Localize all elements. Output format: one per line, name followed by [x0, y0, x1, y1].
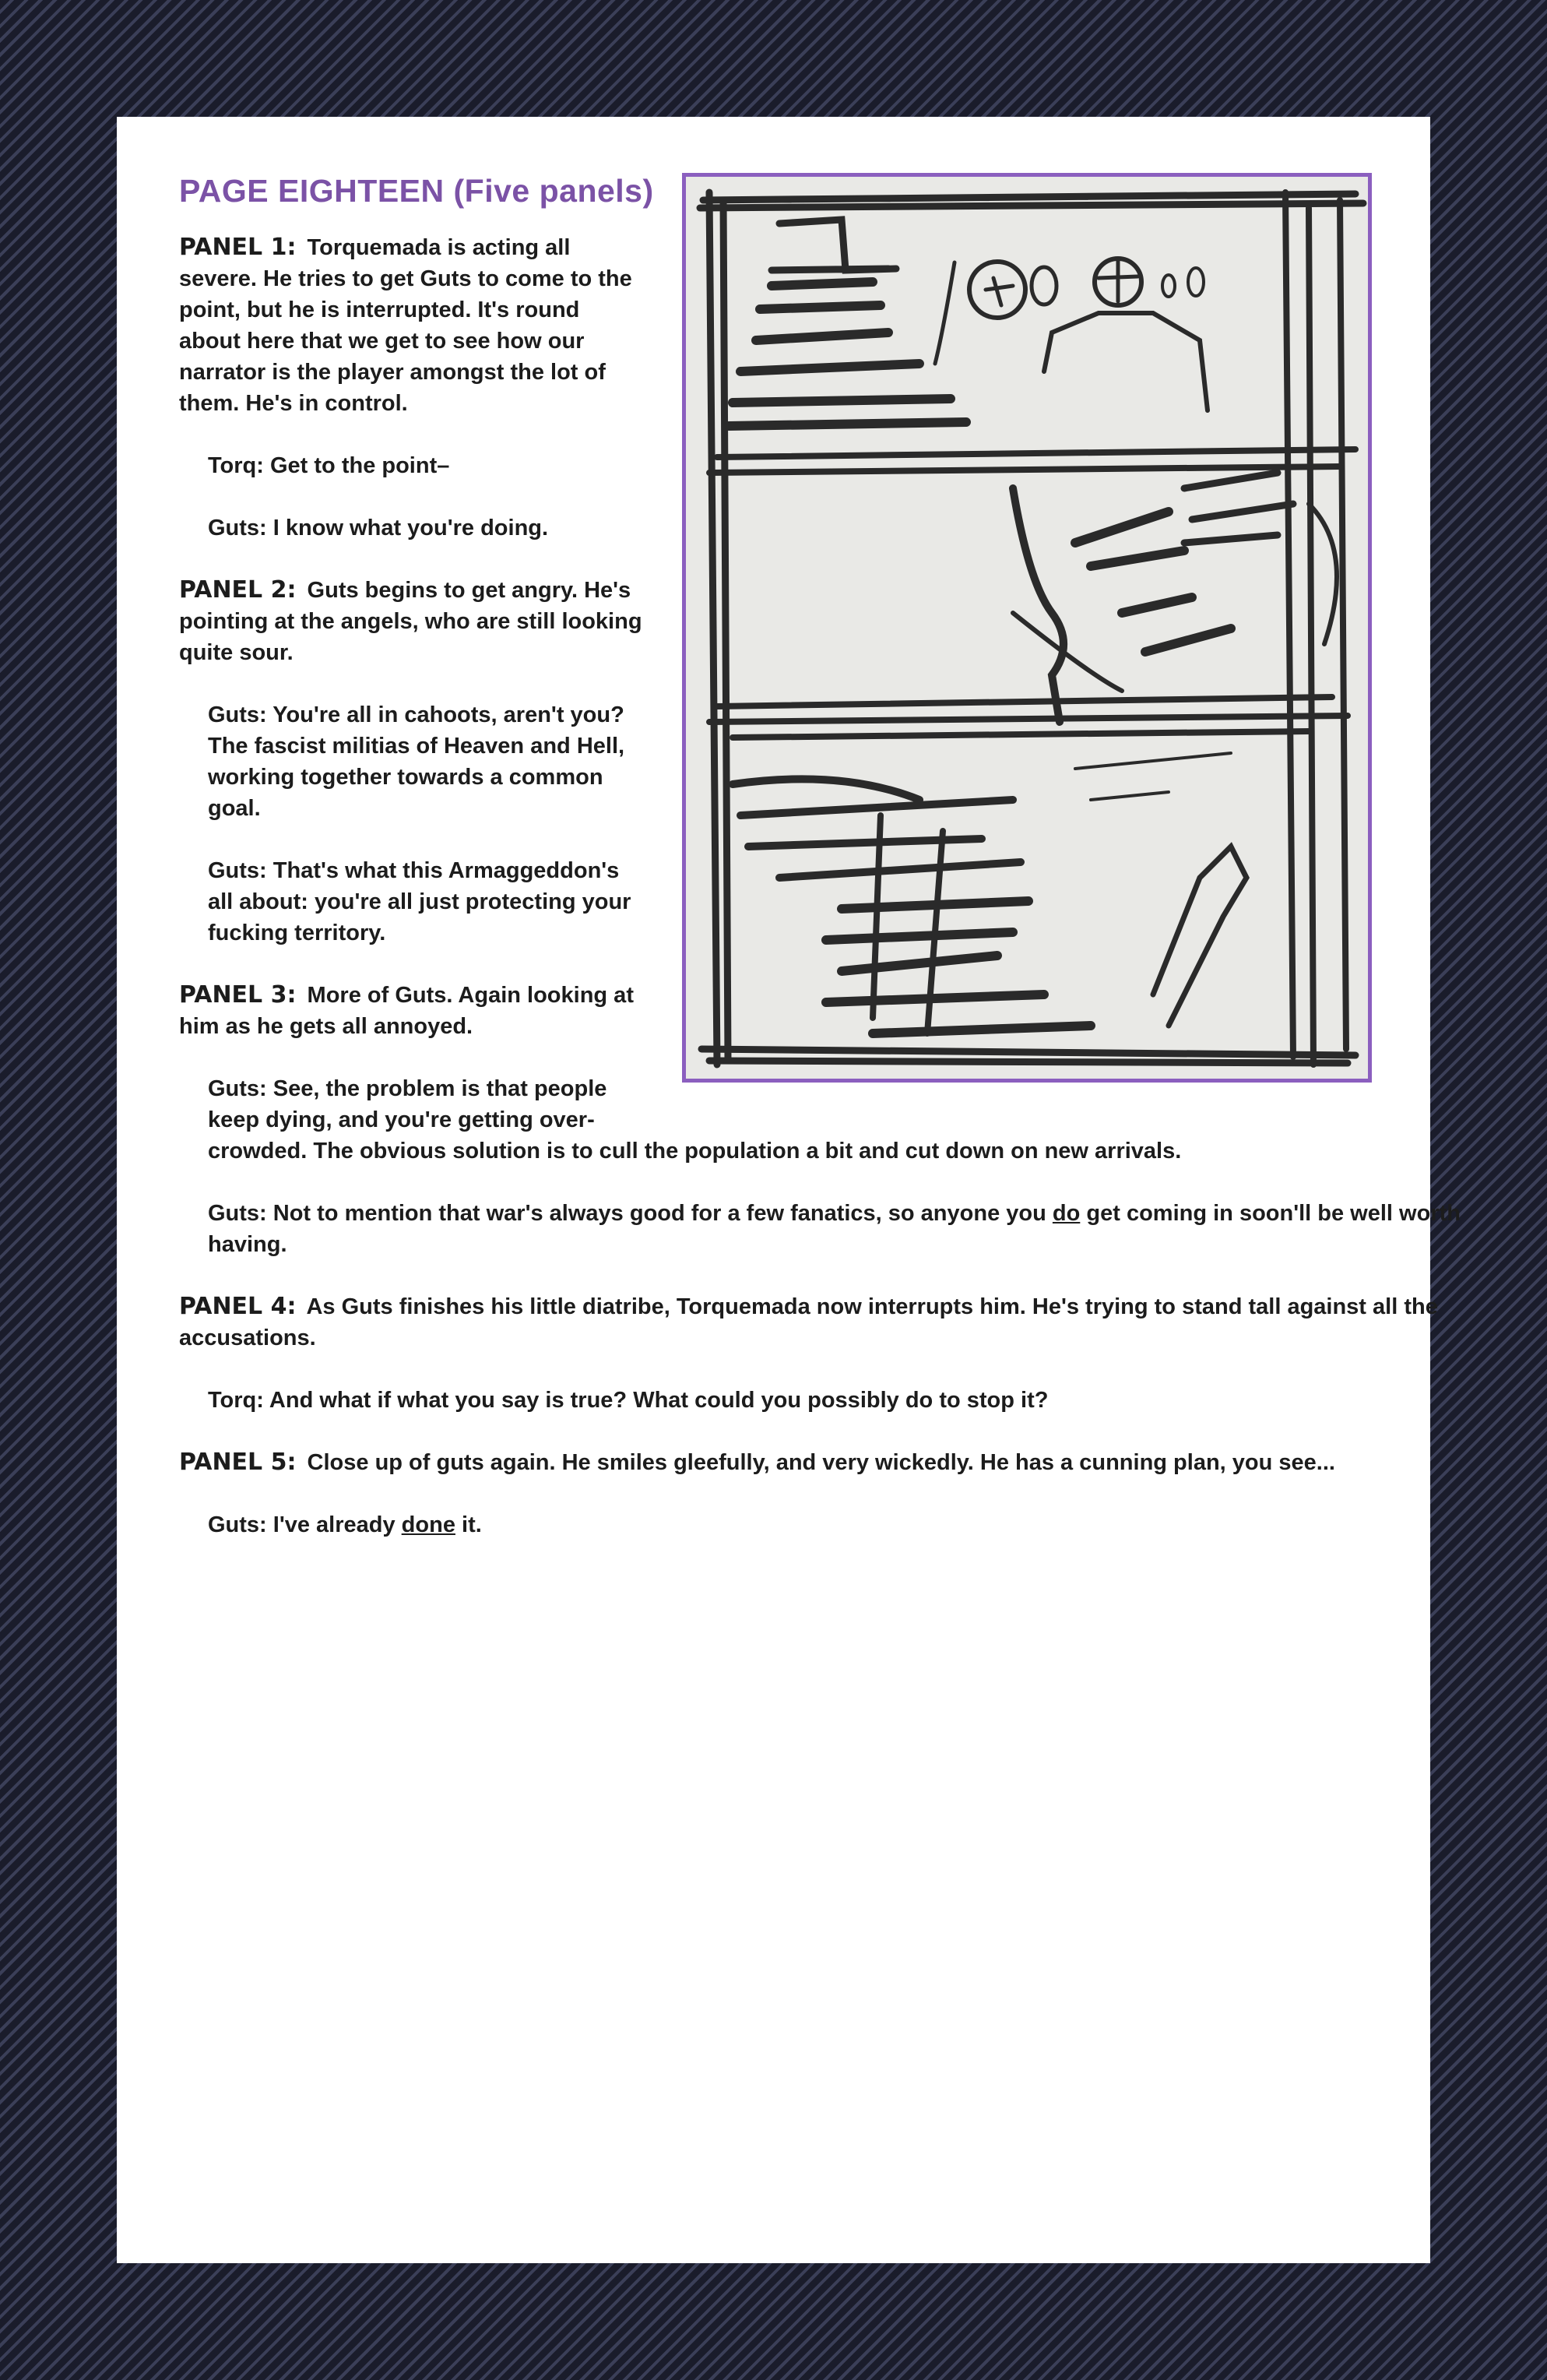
- emphasis: do: [1052, 1201, 1081, 1226]
- dialogue-line: Guts: That's what this Armaggeddon's all about: you're all just protecting your fucking territory.: [208, 858, 631, 945]
- panel-text: Close up of guts again. He smiles gleefully, and very wickedly. He has a cunning plan, you see...: [307, 1450, 1335, 1475]
- dialogue-block: [179, 1073, 1487, 1167]
- panel-5-description: [179, 1447, 1487, 1478]
- panel-text: As Guts finishes his little diatribe, Torquemada now interrupts him. He's trying to stand tall against all the accusations.: [179, 1294, 1438, 1350]
- dialogue-line: crowded. The obvious solution is to cull the population a bit and cut down on new arrivals.: [208, 1139, 1182, 1164]
- dialogue-line: Guts: Not to mention that war's always good for a few fanatics, so anyone you do get coming in soon'll be well worth having.: [208, 1201, 1461, 1257]
- panel-label: PANEL 4:: [179, 1293, 297, 1320]
- script-text: [179, 171, 1487, 1572]
- dialogue-line: Torq: Get to the point–: [208, 453, 450, 478]
- dialogue-line: Torq: And what if what you say is true? What could you possibly do to stop it?: [208, 1388, 1049, 1413]
- panel-text: More of Guts. Again looking at him as he gets all annoyed.: [179, 983, 634, 1039]
- panel-label: PANEL 2:: [179, 576, 297, 604]
- panel-label: PANEL 3:: [179, 981, 297, 1009]
- dialogue-line: keep dying, and you're getting over-: [208, 1107, 595, 1132]
- dialogue-line: Guts: I've already done it.: [208, 1512, 482, 1537]
- page-title: PAGE EIGHTEEN (Five panels): [179, 173, 654, 209]
- panel-text: Guts begins to get angry. He's pointing at the angels, who are still looking quite sour.: [179, 578, 642, 665]
- panel-text: Torquemada is acting all severe. He tries to get Guts to come to the point, but he is interrupted. It's round about here that we get to see how our narrator is the player amongst the lot of them. He's in control.: [179, 235, 632, 416]
- dialogue-line: Guts: You're all in cahoots, aren't you? The fascist militias of Heaven and Hell, working together towards a common goal.: [208, 702, 625, 821]
- panel-4-description: [179, 1291, 1487, 1354]
- panel-label: PANEL 5:: [179, 1449, 297, 1476]
- dialogue-line: Guts: I know what you're doing.: [208, 516, 549, 540]
- panel-3-description: [179, 980, 646, 1042]
- script-page: [117, 117, 1461, 2263]
- panel-1-description: [179, 232, 646, 419]
- dialogue-line: Guts: See, the problem is that people: [208, 1076, 607, 1101]
- panel-2-description: [179, 575, 646, 668]
- panel-label: PANEL 1:: [179, 234, 297, 261]
- emphasis: done: [401, 1512, 455, 1537]
